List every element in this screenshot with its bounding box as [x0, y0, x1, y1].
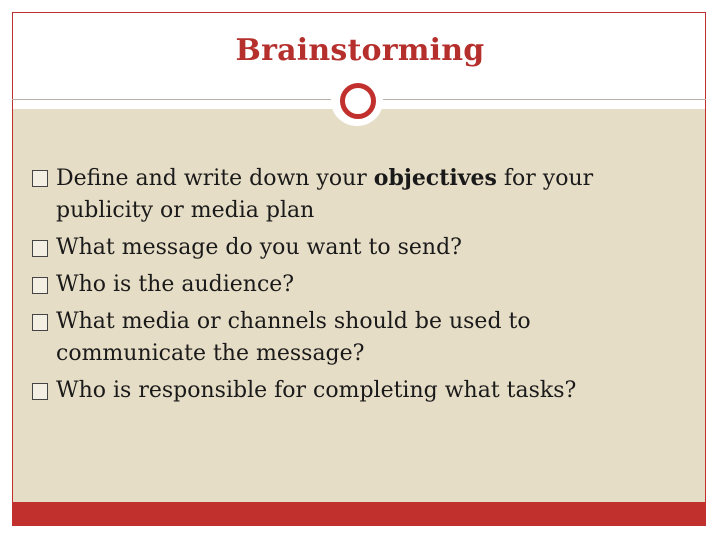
bullet-item — [30, 306, 680, 370]
bullet-item — [30, 232, 680, 264]
bullet-item — [30, 162, 680, 227]
bullet-text: Who is responsible for completing what tasks? — [56, 378, 577, 403]
slide-title: Brainstorming — [235, 33, 485, 68]
bullet-list — [30, 162, 680, 412]
bullet-emphasis: objectives — [373, 165, 497, 191]
bullet-text-start: Define and write down your — [56, 166, 374, 191]
bullet-item — [30, 375, 680, 407]
bullet-text: Who is the audience? — [56, 272, 295, 297]
bullet-text: What message do you want to send? — [56, 235, 462, 260]
bullet-text: What media or channels should be used to communicate the message? — [56, 309, 531, 366]
bullet-text-end: for your publicity or media plan — [56, 166, 594, 223]
bullet-item — [30, 269, 680, 301]
circle-ornament-icon — [340, 83, 376, 119]
footer-accent-bar — [13, 502, 705, 525]
